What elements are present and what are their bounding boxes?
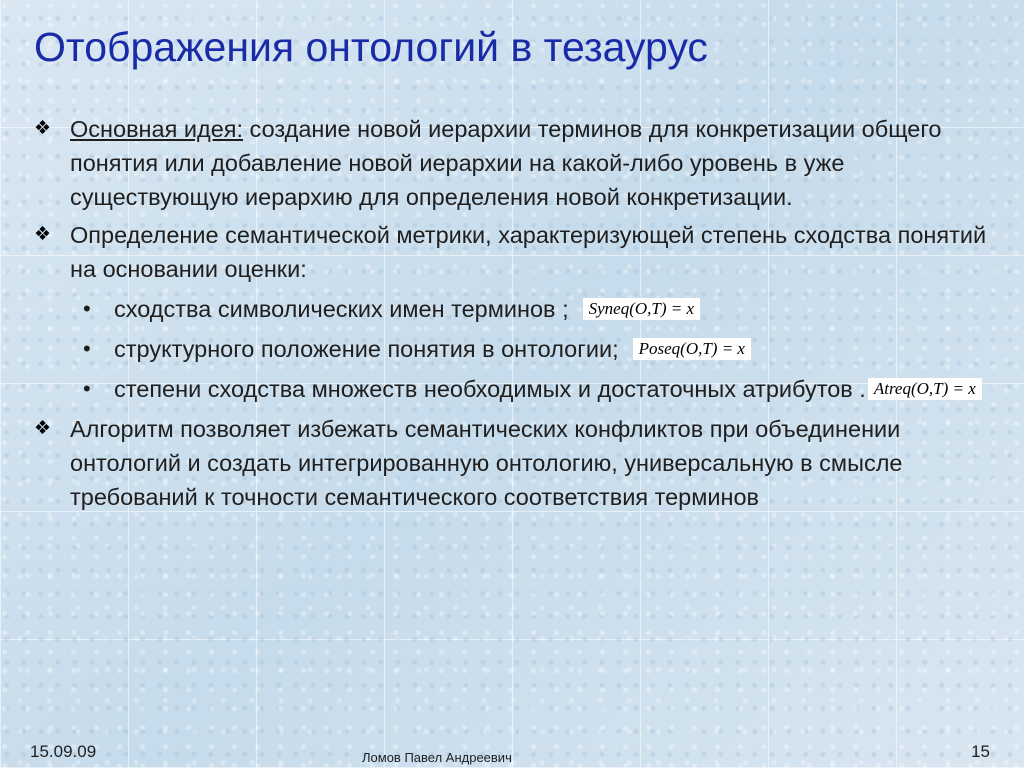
dot-bullet-icon: • <box>83 336 91 361</box>
formula-syneq: Syneq(O,T) = x <box>583 298 700 320</box>
bullet-text: Алгоритм позволяет избежать семантических конфликтов при объединении онтологий и создать интегрированную онтологию, универсальную в смысле требований к точности семантического соответствия терминов <box>70 416 903 510</box>
bullet-label: Основная идея: <box>70 116 244 142</box>
subitem-text: степени сходства множеств необходимых и достаточных атрибутов . <box>114 376 866 402</box>
bullet-text: создание новой иерархии терминов для конкретизации общего понятия или добавление новой иерархии на какой-либо уровень в уже существующую иерархию для определения новой конкретизации. <box>70 116 942 210</box>
formula-atreq: Atreq(O,T) = x <box>868 378 982 400</box>
bullet-algorithm <box>34 412 994 514</box>
subitem-symbolic-names <box>34 292 994 326</box>
subitem-text: структурного положение понятия в онтологии; <box>114 336 619 362</box>
footer-author: Ломов Павел Андреевич <box>362 750 512 765</box>
slide-title: Отображения онтологий в тезаурус <box>34 24 708 70</box>
diamond-bullet-icon: ❖ <box>34 418 52 439</box>
dot-bullet-icon: • <box>83 296 91 321</box>
subitem-structural-position <box>34 332 994 366</box>
diamond-bullet-icon: ❖ <box>34 224 52 245</box>
slide-content <box>34 112 994 518</box>
footer-page-number: 15 <box>971 742 990 761</box>
formula-poseq: Poseq(O,T) = x <box>633 338 751 360</box>
bullet-main-idea <box>34 112 994 214</box>
diamond-bullet-icon: ❖ <box>34 118 52 139</box>
bullet-text: Определение семантической метрики, характеризующей степень сходства понятий на основании оценки: <box>70 222 987 282</box>
subitem-attribute-sets <box>34 372 994 406</box>
footer-date: 15.09.09 <box>30 742 97 761</box>
subitem-text: сходства символических имен терминов ; <box>114 296 569 322</box>
bullet-semantic-metric <box>34 218 994 286</box>
dot-bullet-icon: • <box>83 376 91 401</box>
